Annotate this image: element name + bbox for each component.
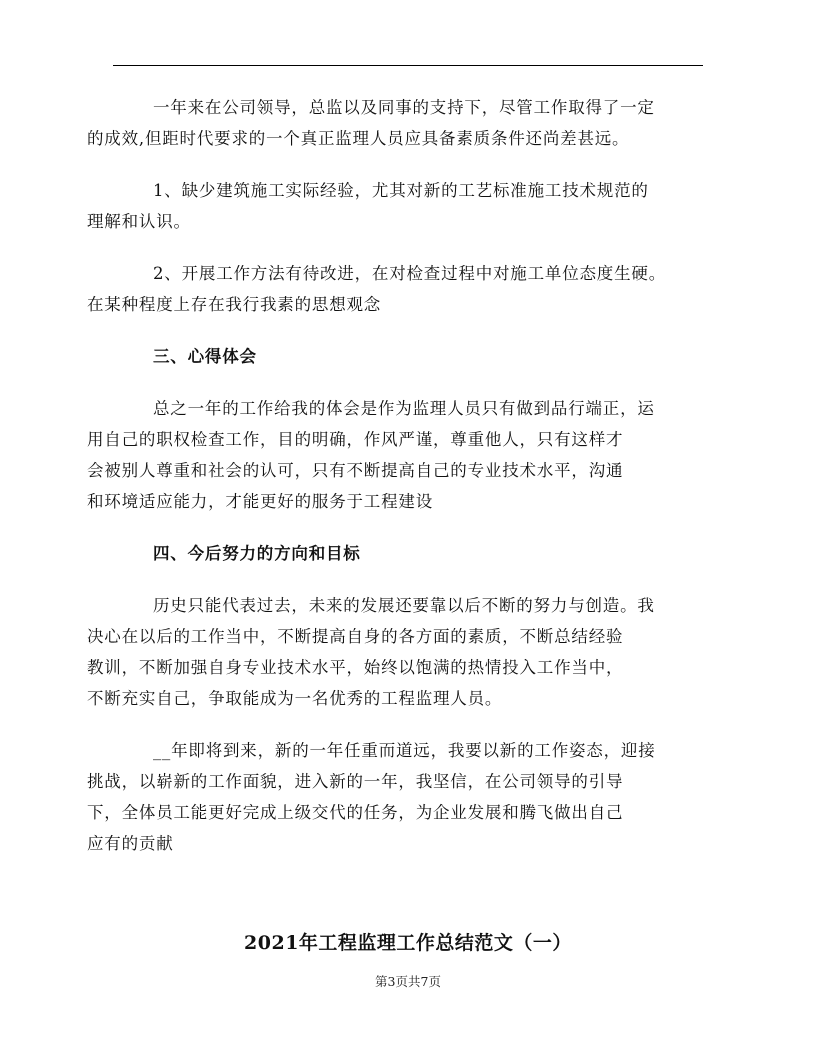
page-number: 第3页共7页 bbox=[375, 974, 441, 989]
section-heading-3: 三、心得体会 bbox=[153, 347, 257, 366]
document-body bbox=[87, 92, 708, 880]
paragraph-5: 历史只能代表过去，未来的发展还要靠以后不断的努力与创造。我 决心在以后的工作当中，不断提高自身的各方面的素质，不断总结经验 教训，不断加强自身专业技术水平，始终以饱满的热情投入工作当中， 不断充实自己，争取能成为一名优秀的工程监理人员。 bbox=[87, 596, 655, 708]
paragraph-6: __年即将到来，新的一年任重而道远，我要以新的工作姿态，迎接 挑战，以崭新的工作面貌，进入新的一年，我坚信，在公司领导的引导 下，全体员工能更好完成上级交代的任务，为企业发展和腾飞做出自己 应有的贡献 bbox=[87, 741, 656, 853]
section-heading-4: 四、今后努力的方向和目标 bbox=[153, 544, 361, 563]
paragraph-4: 总之一年的工作给我的体会是作为监理人员只有做到品行端正，运 用自己的职权检查工作，目的明确，作风严谨，尊重他人，只有这样才 会被别人尊重和社会的认可，只有不断提高自己的专业技术水平，沟通 和环境适应能力，才能更好的服务于工程建设 bbox=[87, 399, 655, 511]
header-rule bbox=[113, 65, 703, 66]
paragraph-1: 一年来在公司领导，总监以及同事的支持下，尽管工作取得了一定 的成效,但距时代要求的一个真正监理人员应具备素质条件还尚差甚远。 bbox=[87, 98, 655, 148]
document-title: 2021年工程监理工作总结范文（一） bbox=[244, 932, 572, 954]
paragraph-3: 2、开展工作方法有待改进，在对检查过程中对施工单位态度生硬。 在某种程度上存在我行我素的思想观念 bbox=[87, 264, 666, 314]
paragraph-2: 1、缺少建筑施工实际经验，尤其对新的工艺标准施工技术规范的 理解和认识。 bbox=[87, 181, 649, 231]
